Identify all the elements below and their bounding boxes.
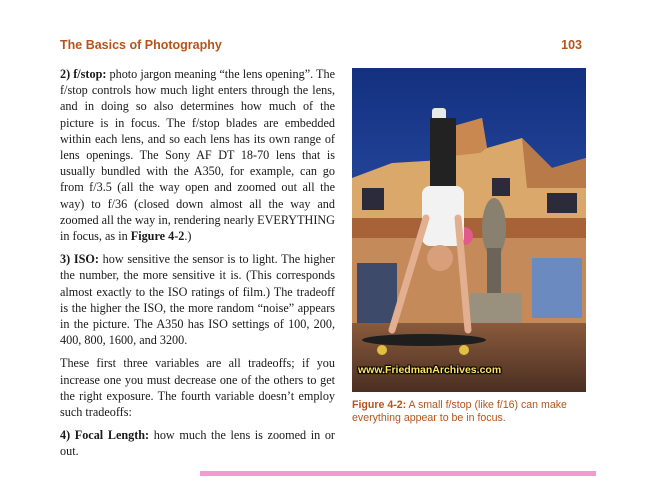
paragraph-iso (60, 251, 335, 348)
skateboard (362, 334, 486, 346)
paragraph-focal-length-text: how much the lens is zoomed in or out. (60, 428, 335, 459)
pants (430, 118, 456, 188)
paragraph-fstop-end: .) (184, 229, 192, 244)
paragraph-fstop (60, 66, 335, 244)
paragraph-focal-length (60, 427, 335, 459)
page-number: 103 (561, 38, 582, 52)
watermark: www.FriedmanArchives.com (358, 364, 502, 376)
chapter-title: The Basics of Photography (60, 38, 222, 52)
footer-rule (200, 471, 596, 476)
term-focal-length: 4) Focal Length: (60, 428, 150, 443)
figure-reference: Figure 4-2 (130, 229, 185, 244)
paragraph-iso-text: how sensitive the sensor is to light. The higher the number, the more sensitive it is. (This corresponds almost exactly to the ISO ratings of film.) The tradeoff is the higher the ISO, the more random “noise” appears in the picture. The A350 has ISO settings of 100, 200, 400, 800, 1600, and 3200. (60, 252, 335, 348)
paragraph-tradeoffs (60, 355, 335, 420)
figure-photo (352, 68, 586, 392)
running-head (60, 38, 582, 56)
caption-label: Figure 4-2: (352, 399, 407, 411)
figure-caption (352, 399, 592, 425)
handstand-photo (352, 68, 586, 392)
caption-text: A small f/stop (like f/16) can make everything appear to be in focus. (352, 399, 567, 424)
term-iso: 3) ISO: (60, 252, 99, 267)
body-text (60, 66, 335, 467)
term-fstop: 2) f/stop: (60, 67, 107, 81)
paragraph-fstop-text: photo jargon meaning “the lens opening”. The f/stop controls how much light enters through the lens, and in doing so also determines how much of the picture is in focus. The f/stop blades are embedded within each lens, and so each lens has its own range of lens openings. The Sony AF DT 18-70 lens that is usually bundled with the A350, for example, can go from f/3.5 (all the way open and zoomed out all the way) to f/36 (closed down almost all the way and zoomed all the way in, rendering nearly EVERYTHING in focus, as in (60, 67, 335, 244)
paragraph-tradeoffs-text: These first three variables are all tradeoffs; if you increase one you must decrease one of the others to get the right exposure. The fourth variable doesn’t employ such tradeoffs: (60, 356, 335, 420)
head (427, 245, 453, 271)
